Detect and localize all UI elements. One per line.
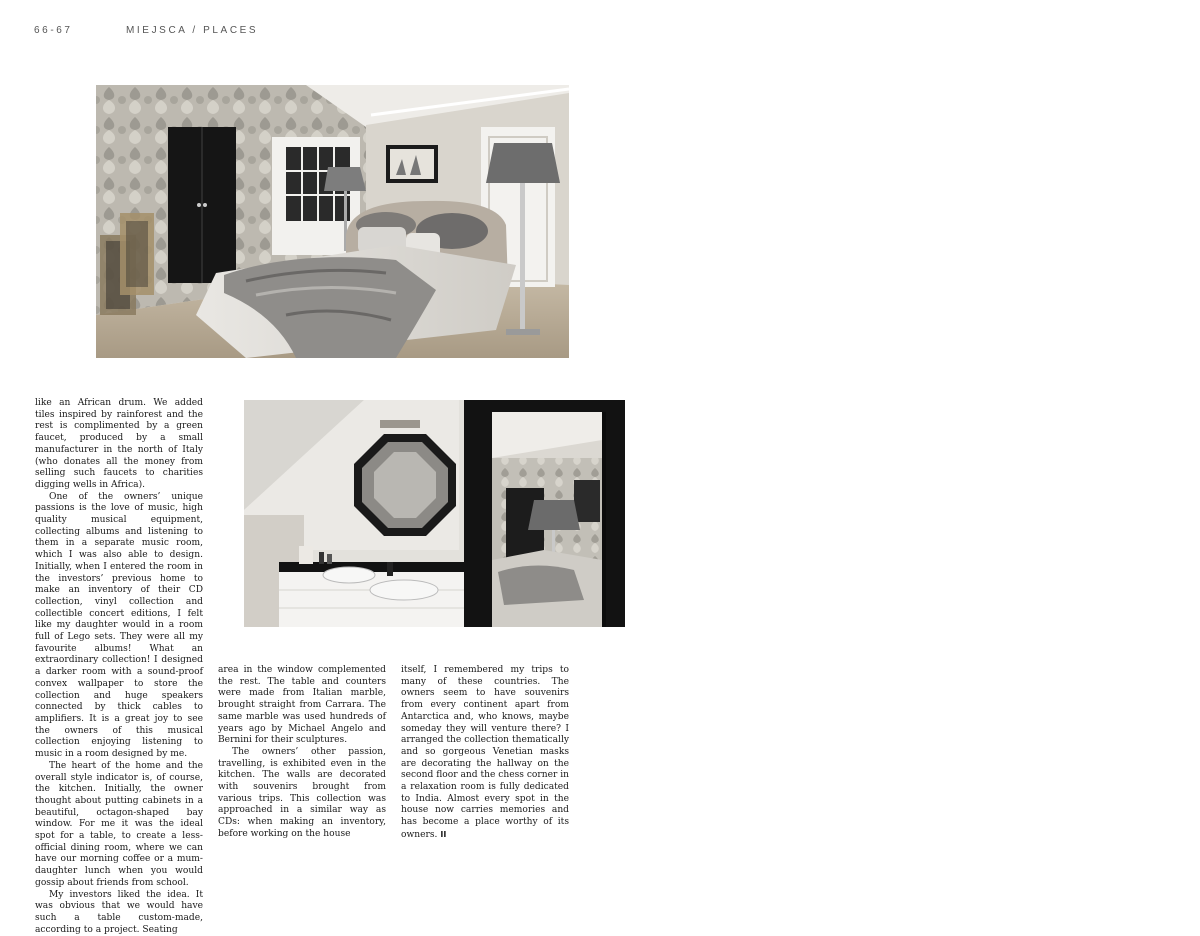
section-title: MIEJSCA / PLACES: [126, 25, 259, 36]
paragraph: The heart of the home and the overall style indicator is, of course, the kitchen. Initially, the owner thought about putting cabinets in a beautiful, octagon-shaped bay window. For me it was the ideal spot for a table, to create a less-official dining room, where we can have our morning coffee or a mum-daughter lunch when you would gossip about friends from school.: [35, 760, 203, 888]
paragraph: area in the window complemented the rest. The table and counters were made from Italian marble, brought straight from Carrara. The same marble was used hundreds of years ago by Michael Angelo and Bernini for their sculptures.: [218, 665, 386, 746]
paragraph: One of the owners’ unique passions is the love of music, high quality musical equipment, collecting albums and listening to them in a separate music room, which I was also able to design. Initially, when I entered the room in the investors’ previous home to make an inventory of their CD collection, vinyl collection and collectible concert editions, I felt like my daughter would in a room full of Lego sets. They were all my favourite albums! What an extraordinary collection! I designed a darker room with a sound-proof convex wallpaper to store the collection and huge speakers connected by thick cables to amplifiers. It is a great joy to see the owners of this musical collection enjoying listening to music in a room designed by me.: [35, 491, 203, 760]
article-column-2: [218, 665, 386, 841]
page-numbers: 66-67: [34, 25, 73, 36]
article-column-1: [35, 398, 203, 936]
paragraph: My investors liked the idea. It was obvious that we would have such a table custom-made, according to a project. Seating: [35, 889, 203, 935]
bathroom-photo: [244, 400, 625, 627]
article-column-3: [401, 665, 569, 842]
bedroom-photo: [96, 85, 569, 358]
paragraph: The owners’ other passion, travelling, is exhibited even in the kitchen. The walls are decorated with souvenirs brought from various trips. This collection was approached in a similar way as CDs: when making an inventory, before working on the house: [218, 746, 386, 839]
end-of-article-mark: II: [440, 829, 447, 839]
paragraph: like an African drum. We added tiles inspired by rainforest and the rest is complimented by a green faucet, produced by a small manufacturer in the north of Italy (who donates all the money from selling such faucets to charities digging wells in Africa).: [35, 398, 203, 490]
paragraph: [401, 665, 569, 842]
paragraph-text: itself, I remembered my trips to many of these countries. The owners seem to have souvenirs from every continent apart from Antarctica and, who knows, maybe someday they will venture there? I arranged the collection thematically and so gorgeous Venetian masks are decorating the hallway on the second floor and the chess corner in a relaxation room is fully dedicated to India. Almost every spot in the house now carries memories and has become a place worthy of its owners.: [401, 665, 569, 840]
